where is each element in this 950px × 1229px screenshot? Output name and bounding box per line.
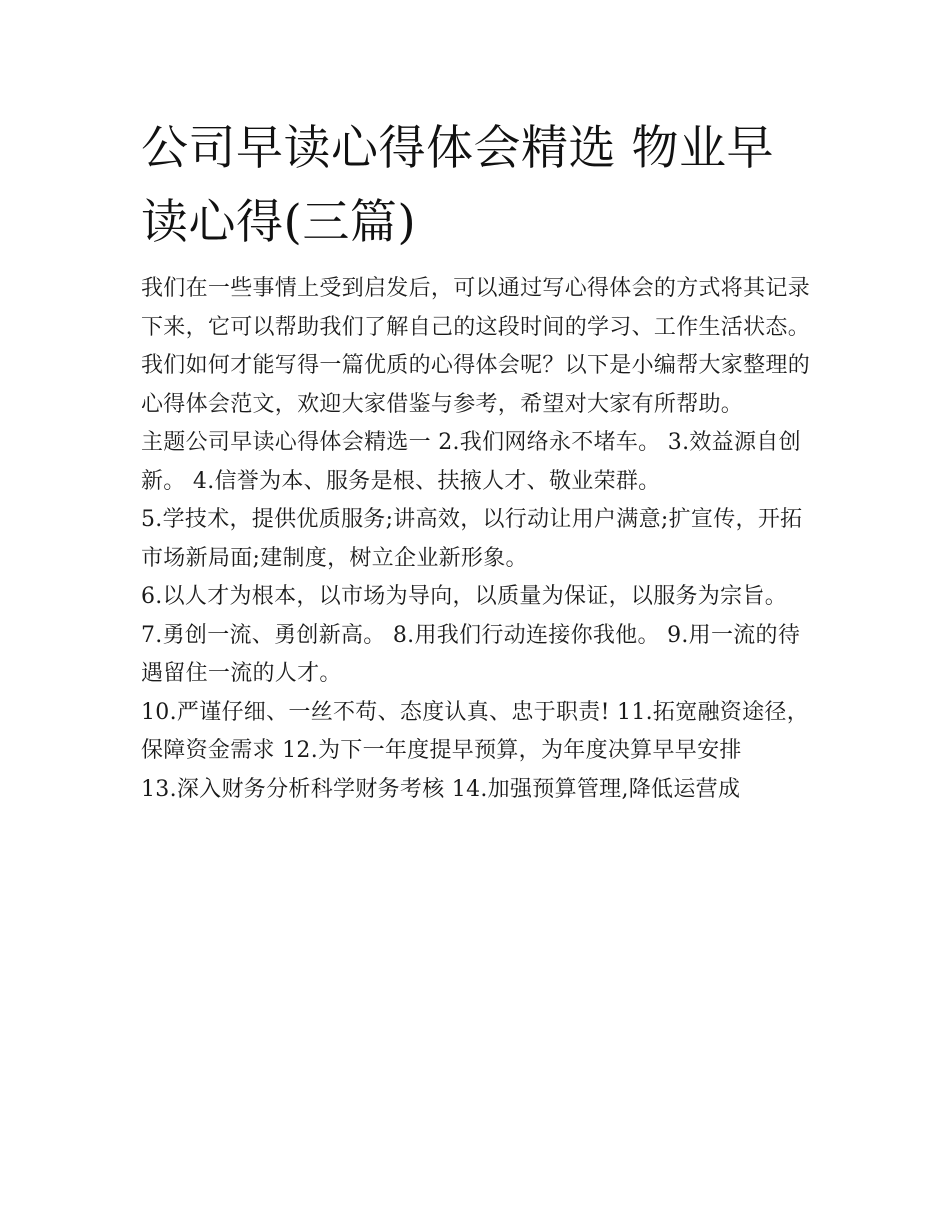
- paragraph-slogans-4: 10.严谨仔细、一丝不苟、态度认真、忠于职责! 11.拓宽融资途径，保障资金需求 12.为下一年度提早预算，为年度决算早早安排: [141, 699, 810, 763]
- paragraph-slogans-3: 6.以人才为根本，以市场为导向，以质量为保证，以服务为宗旨。 7.勇创一流、勇创新高。 8.用我们行动连接你我他。 9.用一流的待遇留住一流的人才。: [141, 584, 801, 686]
- paragraph-slogans-1: 主题公司早读心得体会精选一 2.我们网络永不堵车。 3.效益源自创新。 4.信誉为本、服务是根、扶掖人才、敬业荣群。: [141, 430, 801, 494]
- document-page: [141, 112, 813, 809]
- paragraph-intro: 我们在一些事情上受到启发后，可以通过写心得体会的方式将其记录下来，它可以帮助我们了解自己的这段时间的学习、工作生活状态。我们如何才能写得一篇优质的心得体会呢？以下是小编帮大家整理的心得体会范文，欢迎大家借鉴与参考，希望对大家有所帮助。: [141, 276, 811, 417]
- paragraph-slogans-5: 13.深入财务分析科学财务考核 14.加强预算管理,降低运营成: [141, 776, 741, 802]
- paragraph-slogans-2: 5.学技术，提供优质服务;讲高效，以行动让用户满意;扩宣传，开拓市场新局面;建制度，树立企业新形象。: [141, 507, 803, 571]
- document-title: 公司早读心得体会精选 物业早读心得(三篇): [141, 121, 774, 250]
